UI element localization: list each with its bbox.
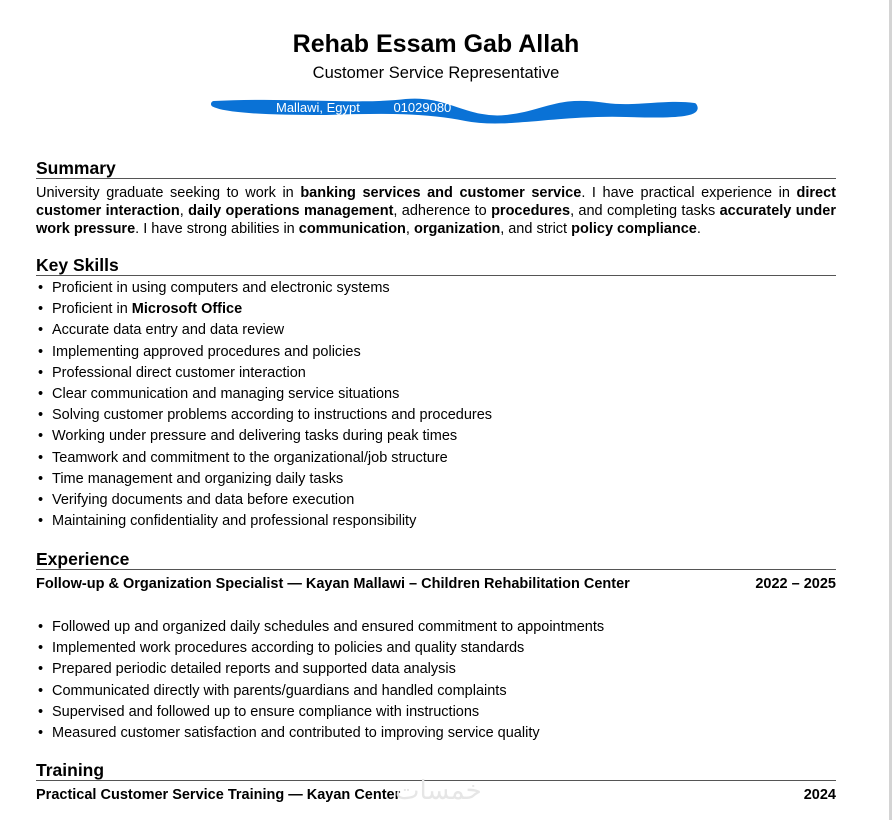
candidate-title: Customer Service Representative bbox=[312, 64, 560, 82]
summary-text bbox=[36, 184, 836, 238]
training-heading: Training bbox=[36, 760, 836, 781]
skill-item: • Proficient in Microsoft Office bbox=[36, 299, 492, 320]
contact-phone: 01029080 bbox=[393, 100, 452, 115]
summary-emphasis: organization bbox=[413, 221, 501, 237]
skill-item: • Maintaining confidentiality and professional responsibility bbox=[36, 511, 492, 532]
experience-item: • Supervised and followed up to ensure compliance with instructions bbox=[36, 702, 604, 723]
job-entry bbox=[36, 576, 836, 592]
job-dates: 2022 – 2025 bbox=[755, 576, 836, 592]
summary-fragment: . I have practical experience in bbox=[581, 185, 797, 201]
skill-item: • Teamwork and commitment to the organizational/job structure bbox=[36, 448, 492, 469]
skills-heading: Key Skills bbox=[36, 255, 836, 276]
skill-item: • Solving customer problems according to instructions and procedures bbox=[36, 405, 492, 426]
summary-fragment: , adherence to bbox=[393, 203, 492, 219]
candidate-name: Rehab Essam Gab Allah bbox=[292, 30, 580, 58]
skill-item: • Proficient in using computers and electronic systems bbox=[36, 278, 492, 299]
contact-location: Mallawi, Egypt bbox=[276, 100, 360, 115]
skill-item: • Accurate data entry and data review bbox=[36, 320, 492, 341]
training-date: 2024 bbox=[803, 787, 836, 803]
experience-item: • Communicated directly with parents/guardians and handled complaints bbox=[36, 681, 604, 702]
skill-item: • Working under pressure and delivering tasks during peak times bbox=[36, 426, 492, 447]
experience-item: • Implemented work procedures according to policies and quality standards bbox=[36, 638, 604, 659]
summary-fragment: , bbox=[179, 203, 189, 219]
skills-list bbox=[36, 278, 492, 532]
summary-fragment: , and completing tasks bbox=[570, 203, 720, 219]
summary-emphasis: procedures bbox=[491, 203, 571, 219]
summary-fragment: , and strict bbox=[500, 221, 572, 237]
experience-list bbox=[36, 617, 604, 744]
experience-item: • Followed up and organized daily schedules and ensured commitment to appointments bbox=[36, 617, 604, 638]
contact-line bbox=[276, 100, 676, 120]
summary-fragment: , bbox=[405, 221, 414, 237]
summary-fragment: . I have strong abilities in bbox=[135, 221, 299, 237]
job-title: Follow-up & Organization Specialist — Kayan Mallawi – Children Rehabilitation Center bbox=[36, 576, 630, 592]
skill-item: • Clear communication and managing service situations bbox=[36, 384, 492, 405]
watermark: خمسات bbox=[395, 776, 482, 806]
skill-item: • Implementing approved procedures and policies bbox=[36, 342, 492, 363]
summary-heading: Summary bbox=[36, 158, 836, 179]
summary-emphasis: banking services and customer service bbox=[300, 185, 582, 201]
summary-emphasis: communication bbox=[298, 221, 406, 237]
experience-item: • Measured customer satisfaction and contributed to improving service quality bbox=[36, 723, 604, 744]
training-title: Practical Customer Service Training — Kayan Center bbox=[36, 787, 401, 803]
summary-emphasis: accurately under work pressure bbox=[36, 203, 836, 237]
skill-item: • Verifying documents and data before execution bbox=[36, 490, 492, 511]
summary-fragment: . bbox=[696, 221, 701, 237]
experience-heading: Experience bbox=[36, 549, 836, 570]
experience-item: • Prepared periodic detailed reports and supported data analysis bbox=[36, 659, 604, 680]
summary-emphasis: daily operations management bbox=[188, 203, 394, 219]
summary-emphasis: direct customer interaction bbox=[36, 185, 836, 219]
summary-emphasis: policy compliance bbox=[571, 221, 697, 237]
skill-item: • Professional direct customer interaction bbox=[36, 363, 492, 384]
summary-fragment: University graduate seeking to work in bbox=[36, 185, 301, 201]
skill-item: • Time management and organizing daily tasks bbox=[36, 469, 492, 490]
